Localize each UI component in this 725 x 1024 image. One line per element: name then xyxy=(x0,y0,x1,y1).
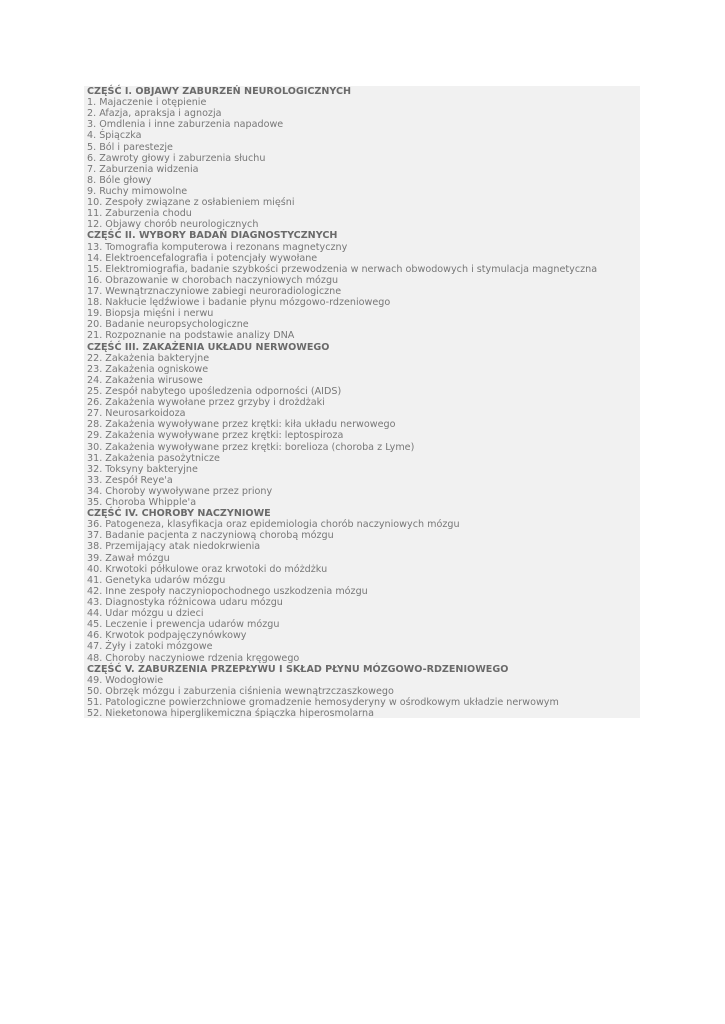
toc-item: 39. Zawał mózgu xyxy=(87,552,170,564)
toc-item: 14. Elektroencefalografia i potencjały wywołane xyxy=(87,252,318,264)
part-heading: CZĘŚĆ I. OBJAWY ZABURZEŃ NEUROLOGICZNYCH xyxy=(87,86,352,97)
toc-item: 41. Genetyka udarów mózgu xyxy=(87,574,226,586)
toc-item: 31. Zakażenia pasożytnicze xyxy=(87,452,220,464)
toc-item: 15. Elektromiografia, badanie szybkości przewodzenia w nerwach obwodowych i stymulacja magnetyczna xyxy=(87,263,598,275)
toc-item: 34. Choroby wywoływane przez priony xyxy=(87,485,273,497)
toc-item: 9. Ruchy mimowolne xyxy=(87,185,188,197)
toc-item: 18. Nakłucie lędźwiowe i badanie płynu mózgowo-rdzeniowego xyxy=(87,297,391,309)
toc-item: 17. Wewnątrznaczyniowe zabiegi neuroradiologiczne xyxy=(87,285,342,297)
toc-item: 23. Zakażenia ogniskowe xyxy=(87,363,209,375)
toc-item: 49. Wodogłowie xyxy=(87,674,164,686)
toc-item: 32. Toksyny bakteryjne xyxy=(87,463,198,475)
toc-item: 25. Zespół nabytego upośledzenia odporności (AIDS) xyxy=(87,385,342,397)
toc-item: 11. Zaburzenia chodu xyxy=(87,208,192,220)
toc-item: 2. Afazja, apraksja i agnozja xyxy=(87,108,222,120)
toc-item: 16. Obrazowanie w chorobach naczyniowych mózgu xyxy=(87,274,339,286)
toc-item: 22. Zakażenia bakteryjne xyxy=(87,352,210,364)
toc-item: 30. Zakażenia wywoływane przez krętki: borelioza (choroba z Lyme) xyxy=(87,441,415,453)
toc-item: 3. Omdlenia i inne zaburzenia napadowe xyxy=(87,119,284,131)
toc-item: 44. Udar mózgu u dzieci xyxy=(87,608,204,620)
toc-item: 52. Nieketonowa hiperglikemiczna śpiączka hiperosmolarna xyxy=(87,708,374,720)
toc-item: 12. Objawy chorób neurologicznych xyxy=(87,219,259,231)
toc-item: 51. Patologiczne powierzchniowe gromadzenie hemosyderyny w ośrodkowym układzie nerwowym xyxy=(87,697,559,709)
toc-item: 45. Leczenie i prewencja udarów mózgu xyxy=(87,619,280,631)
toc-item: 24. Zakażenia wirusowe xyxy=(87,374,203,386)
toc-item: 7. Zaburzenia widzenia xyxy=(87,163,199,175)
toc-item: 5. Ból i parestezje xyxy=(87,141,173,153)
toc-item: 42. Inne zespoły naczyniopochodnego uszkodzenia mózgu xyxy=(87,585,368,597)
toc-item: 48. Choroby naczyniowe rdzenia kręgowego xyxy=(87,652,300,664)
toc-item: 26. Zakażenia wywołane przez grzyby i drożdżaki xyxy=(87,397,325,409)
toc-item: 35. Choroba Whipple'a xyxy=(87,497,197,509)
toc-item: 36. Patogeneza, klasyfikacja oraz epidemiologia chorób naczyniowych mózgu xyxy=(87,519,460,531)
toc-item: 47. Żyły i zatoki mózgowe xyxy=(87,641,213,653)
part-heading: CZĘŚĆ II. WYBORY BADAŃ DIAGNOSTYCZNYCH xyxy=(87,230,338,242)
toc-item: 19. Biopsja mięśni i nerwu xyxy=(87,308,214,320)
toc-item: 50. Obrzęk mózgu i zaburzenia ciśnienia wewnątrzczaszkowego xyxy=(87,685,394,697)
toc-item: 38. Przemijający atak niedokrwienia xyxy=(87,541,261,553)
toc-item: 37. Badanie pacjenta z naczyniową chorobą mózgu xyxy=(87,530,334,542)
table-of-contents xyxy=(87,86,639,719)
toc-item: 20. Badanie neuropsychologiczne xyxy=(87,319,249,331)
toc-item: 29. Zakażenia wywoływane przez krętki: leptospiroza xyxy=(87,430,344,442)
part-heading: CZĘŚĆ V. ZABURZENIA PRZEPŁYWU I SKŁAD PŁYNU MÓZGOWO-RDZENIOWEGO xyxy=(87,663,509,675)
toc-item: 33. Zespół Reye'a xyxy=(87,474,173,486)
toc-item: 13. Tomografia komputerowa i rezonans magnetyczny xyxy=(87,241,348,253)
toc-item: 27. Neurosarkoidoza xyxy=(87,408,186,420)
part-heading: CZĘŚĆ III. ZAKAŻENIA UKŁADU NERWOWEGO xyxy=(87,341,330,353)
toc-item: 43. Diagnostyka różnicowa udaru mózgu xyxy=(87,597,283,609)
part-heading: CZĘŚĆ IV. CHOROBY NACZYNIOWE xyxy=(87,508,271,520)
toc-item: 4. Śpiączka xyxy=(87,130,142,142)
toc-item: 21. Rozpoznanie na podstawie analizy DNA xyxy=(87,330,295,342)
toc-item: 1. Majaczenie i otępienie xyxy=(87,97,207,109)
toc-item: 6. Zawroty głowy i zaburzenia słuchu xyxy=(87,152,266,164)
toc-item: 28. Zakażenia wywoływane przez krętki: kiła układu nerwowego xyxy=(87,419,396,431)
toc-item: 46. Krwotok podpajęczynówkowy xyxy=(87,630,247,642)
toc-item: 8. Bóle głowy xyxy=(87,174,152,186)
toc-item: 40. Krwotoki półkulowe oraz krwotoki do móżdżku xyxy=(87,563,328,575)
toc-item: 10. Zespoły związane z osłabieniem mięśni xyxy=(87,197,295,209)
